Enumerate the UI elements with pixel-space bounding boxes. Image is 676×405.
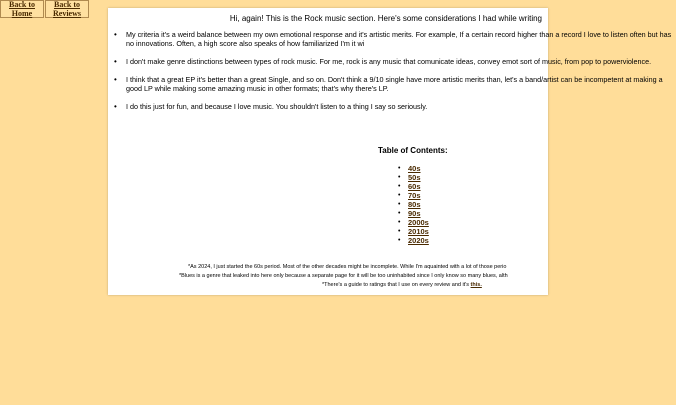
footnotes: [108, 263, 658, 290]
toc-link-2010s[interactable]: 2010s: [408, 227, 429, 236]
list-item: [114, 75, 663, 93]
list-item: [114, 30, 672, 48]
list-item: [114, 57, 652, 66]
list-item: [114, 102, 544, 111]
top-nav: [0, 0, 89, 18]
toc-item: [398, 182, 429, 191]
toc-link-50s[interactable]: 50s: [408, 173, 421, 182]
toc-link-70s[interactable]: 70s: [408, 191, 421, 200]
toc-item: [398, 191, 429, 200]
table-of-contents: [398, 164, 429, 245]
footnote-ratings: [108, 281, 658, 290]
toc-link-60s[interactable]: 60s: [408, 182, 421, 191]
toc-link-80s[interactable]: 80s: [408, 200, 421, 209]
bullet-text: • I think that a great EP it's better than a great Single, and so on. Don't think a 9/10 single have more artistic merits than, let's a band/artist can be incompetent at making a good LP while making some amazing music in other formats; that's why there's LP.: [126, 75, 663, 93]
toc-item: [398, 173, 429, 182]
footnote-progress: *As 2024, I just started the 60s period. Most of the other decades might be incomplete. While I'm aquainted with a lot of those perio: [188, 264, 507, 270]
intro-text: Hi, again! This is the Rock music section. Here's some considerations I had while writing: [229, 14, 542, 23]
ratings-guide-link[interactable]: this.: [470, 282, 482, 288]
toc-title: Table of Contents:: [378, 146, 448, 155]
content-panel: [108, 8, 672, 295]
back-to-home-button[interactable]: Back to Home: [0, 0, 44, 18]
toc-link-40s[interactable]: 40s: [408, 164, 421, 173]
footnote-ratings-text: *There's a guide to ratings that I use on every review and it's: [322, 282, 471, 288]
considerations-list: [114, 30, 672, 120]
toc-item: [398, 236, 429, 245]
toc-link-90s[interactable]: 90s: [408, 209, 421, 218]
toc-item: [398, 209, 429, 218]
bullet-text: • My criteria it's a weird balance between my own emotional response and it's artistic merits. For example, If a certain record higher than a record I love to listen often but has no innovations. Often, a high score also speaks of how familiarized I'm it wi: [126, 30, 672, 48]
back-to-reviews-button[interactable]: Back to Reviews: [45, 0, 89, 18]
toc-link-2020s[interactable]: 2020s: [408, 236, 429, 245]
bullet-text: • I do this just for fun, and because I love music. You shouldn't listen to a thing I say so seriously.: [126, 102, 428, 111]
toc-item: [398, 227, 429, 236]
toc-link-2000s[interactable]: 2000s: [408, 218, 429, 227]
toc-item: [398, 218, 429, 227]
toc-item: [398, 200, 429, 209]
bullet-text: • I don't make genre distinctions between types of rock music. For me, rock is any music that comunicate ideas, convey emot sort of music, from pop to powerviolence.: [126, 57, 652, 66]
toc-item: [398, 164, 429, 173]
footnote-blues: *Blues is a genre that leaked into here only because a separate page for it will be too uninhabited since I only know so many blues, alth: [179, 273, 508, 279]
